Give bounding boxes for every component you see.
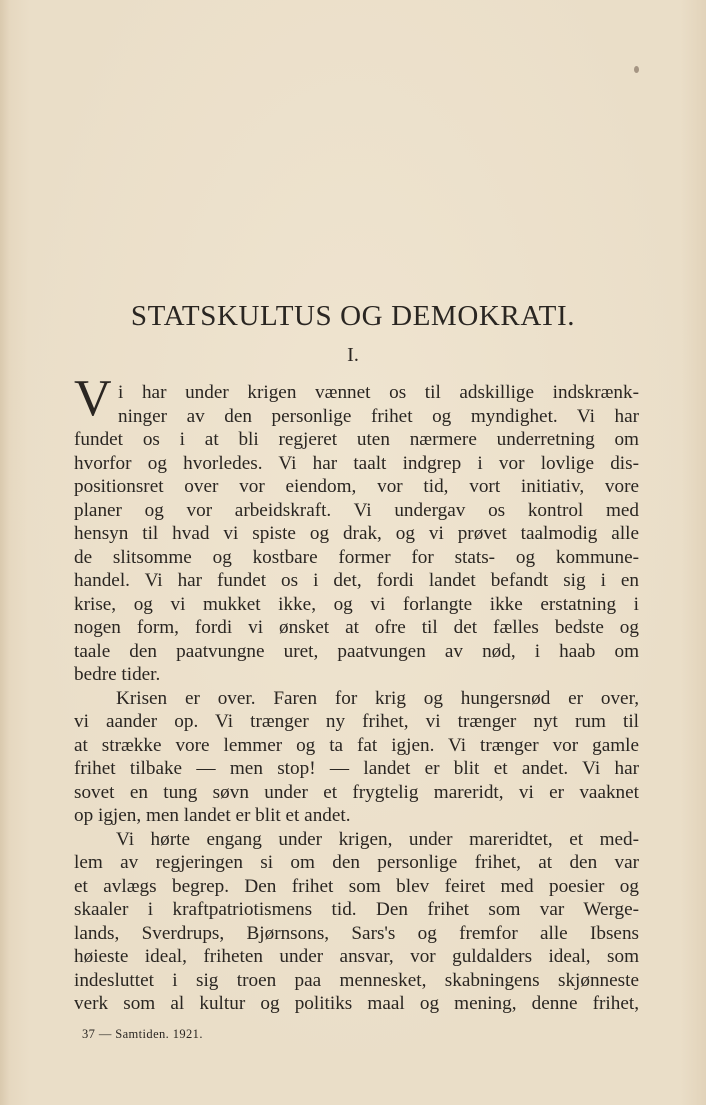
text-line: nogen form, fordi vi ønsket at ofre til det fælles bedste og (74, 617, 639, 638)
page-footer: 37 — Samtiden. 1921. (82, 1027, 203, 1041)
text-line: at strække vore lemmer og ta fat igjen. Vi trænger vor gamle (74, 734, 639, 756)
text-line: skaaler i kraftpatriotismens tid. Den frihet som var Werge- (74, 899, 639, 920)
text-line: høieste ideal, friheten under ansvar, vor guldalders ideal, som (74, 946, 639, 967)
text-line: op igjen, men landet er blit et andet. (74, 805, 351, 826)
text-line: planer og vor arbeidskraft. Vi undergav os kontrol med (74, 499, 639, 521)
page-title: STATSKULTUS OG DEMOKRATI. (130, 300, 576, 332)
text-line: hvorfor og hvorledes. Vi har taalt indgrep i vor lovlige dis- (74, 452, 639, 474)
section-number: I. (347, 344, 359, 366)
text-line: indesluttet i sig troen paa mennesket, skabningens skjønneste (74, 969, 639, 991)
drop-cap: V (74, 370, 112, 427)
text-line: taale den paatvungne uret, paatvungen av nød, i haab om (74, 640, 639, 662)
text-line: handel. Vi har fundet os i det, fordi landet befandt sig i en (74, 570, 639, 591)
text-line: bedre tider. (74, 664, 161, 685)
text-line: sovet en tung søvn under et frygtelig mareridt, vi er vaaknet (74, 781, 639, 803)
text-line: positionsret over vor eiendom, vor tid, vort initiativ, vore (74, 476, 639, 497)
text-line: lem av regjeringen si om den personlige frihet, at den var (74, 852, 639, 873)
text-line: de slitsomme og kostbare former for stats- og kommune- (74, 546, 639, 568)
text-line: lands, Sverdrups, Bjørnsons, Sars's og fremfor alle Ibsens (74, 922, 639, 944)
text-line: hensyn til hvad vi spiste og drak, og vi prøvet taalmodig alle (74, 523, 639, 544)
text-line: frihet tilbake — men stop! — landet er blit et andet. Vi har (74, 758, 639, 779)
text-line: krise, og vi mukket ikke, og vi forlangte ikke erstatning i (74, 593, 639, 615)
text-line: i har under krigen vænnet os til adskillige indskrænk- (118, 382, 639, 403)
text-line: et avlægs begrep. Den frihet som blev feiret med poesier og (74, 875, 639, 897)
ink-speck (634, 66, 639, 73)
text-line: fundet os i at bli regjeret uten nærmere underretning om (74, 429, 639, 450)
text-line: verk som al kultur og politiks maal og mening, denne frihet, (74, 993, 639, 1014)
text-line: Krisen er over. Faren for krig og hungersnød er over, (116, 687, 639, 709)
text-line: vi aander op. Vi trænger ny frihet, vi trænger nyt rum til (74, 711, 639, 732)
text-line: Vi hørte engang under krigen, under mareridtet, et med- (116, 828, 639, 850)
text-line: ninger av den personlige frihet og myndighet. Vi har (118, 405, 639, 427)
